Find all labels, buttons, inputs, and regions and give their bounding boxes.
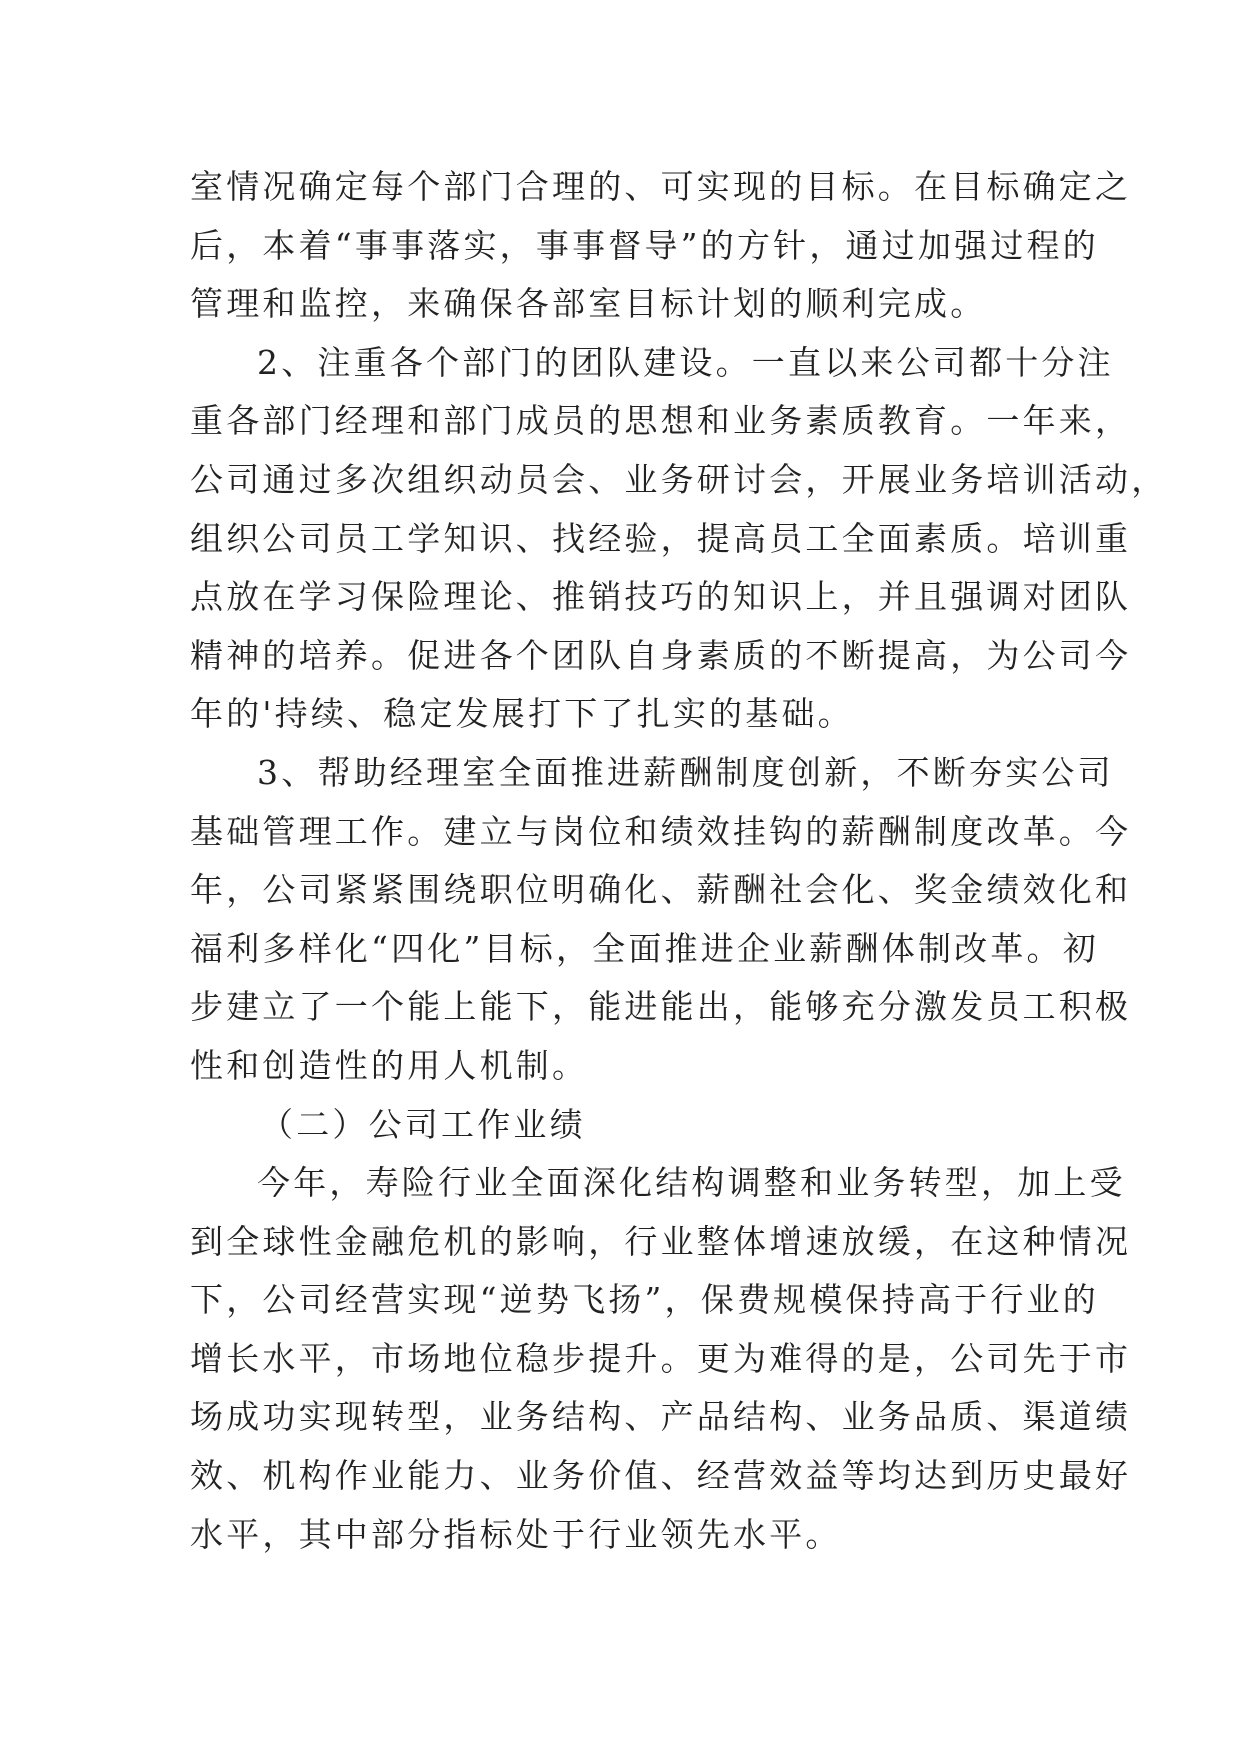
text-line: 精神的培养。促进各个团队自身素质的不断提高，为公司今 <box>190 635 1132 675</box>
paragraph-start-line: 3、帮助经理室全面推进薪酬制度创新，不断夯实公司 <box>257 752 1114 792</box>
text-line: 性和创造性的用人机制。 <box>190 1045 589 1085</box>
text-line: 组织公司员工学知识、找经验，提高员工全面素质。培训重 <box>190 518 1132 558</box>
text-line: 重各部门经理和部门成员的思想和业务素质教育。一年来， <box>190 401 1132 441</box>
paragraph-start-line: 今年，寿险行业全面深化结构调整和业务转型，加上受 <box>257 1163 1126 1203</box>
text-line: 水平，其中部分指标处于行业领先水平。 <box>190 1514 842 1554</box>
text-line: 效、机构作业能力、业务价值、经营效益等均达到历史最好 <box>190 1456 1132 1496</box>
text-line: 到全球性金融危机的影响，行业整体增速放缓，在这种情况 <box>190 1221 1132 1261</box>
text-line: 年的'持续、稳定发展打下了扎实的基础。 <box>190 694 854 734</box>
text-line: 点放在学习保险理论、推销技巧的知识上，并且强调对团队 <box>190 577 1132 617</box>
text-line: 公司通过多次组织动员会、业务研讨会，开展业务培训活动， <box>190 459 1168 499</box>
text-line: 基础管理工作。建立与岗位和绩效挂钩的薪酬制度改革。今 <box>190 811 1132 851</box>
text-line: 室情况确定每个部门合理的、可实现的目标。在目标确定之 <box>190 167 1132 206</box>
paragraph-start-line: 2、注重各个部门的团队建设。一直以来公司都十分注 <box>257 342 1114 382</box>
text-line: 增长水平，市场地位稳步提升。更为难得的是，公司先于市 <box>190 1338 1132 1378</box>
text-line: 管理和监控，来确保各部室目标计划的顺利完成。 <box>190 284 987 324</box>
text-line: 场成功实现转型，业务结构、产品结构、业务品质、渠道绩 <box>190 1397 1132 1437</box>
section-heading: （二）公司工作业绩 <box>260 1104 586 1144</box>
text-line: 后，本着“事事落实，事事督导”的方针，通过加强过程的 <box>190 225 1099 265</box>
text-line: 年，公司紧紧围绕职位明确化、薪酬社会化、奖金绩效化和 <box>190 870 1132 910</box>
text-line: 下，公司经营实现“逆势飞扬”，保费规模保持高于行业的 <box>190 1280 1099 1320</box>
body-text <box>190 158 1168 1564</box>
text-line: 福利多样化“四化”目标，全面推进企业薪酬体制改革。初 <box>190 928 1099 968</box>
text-line: 步建立了一个能上能下，能进能出，能够充分激发员工积极 <box>190 987 1132 1027</box>
